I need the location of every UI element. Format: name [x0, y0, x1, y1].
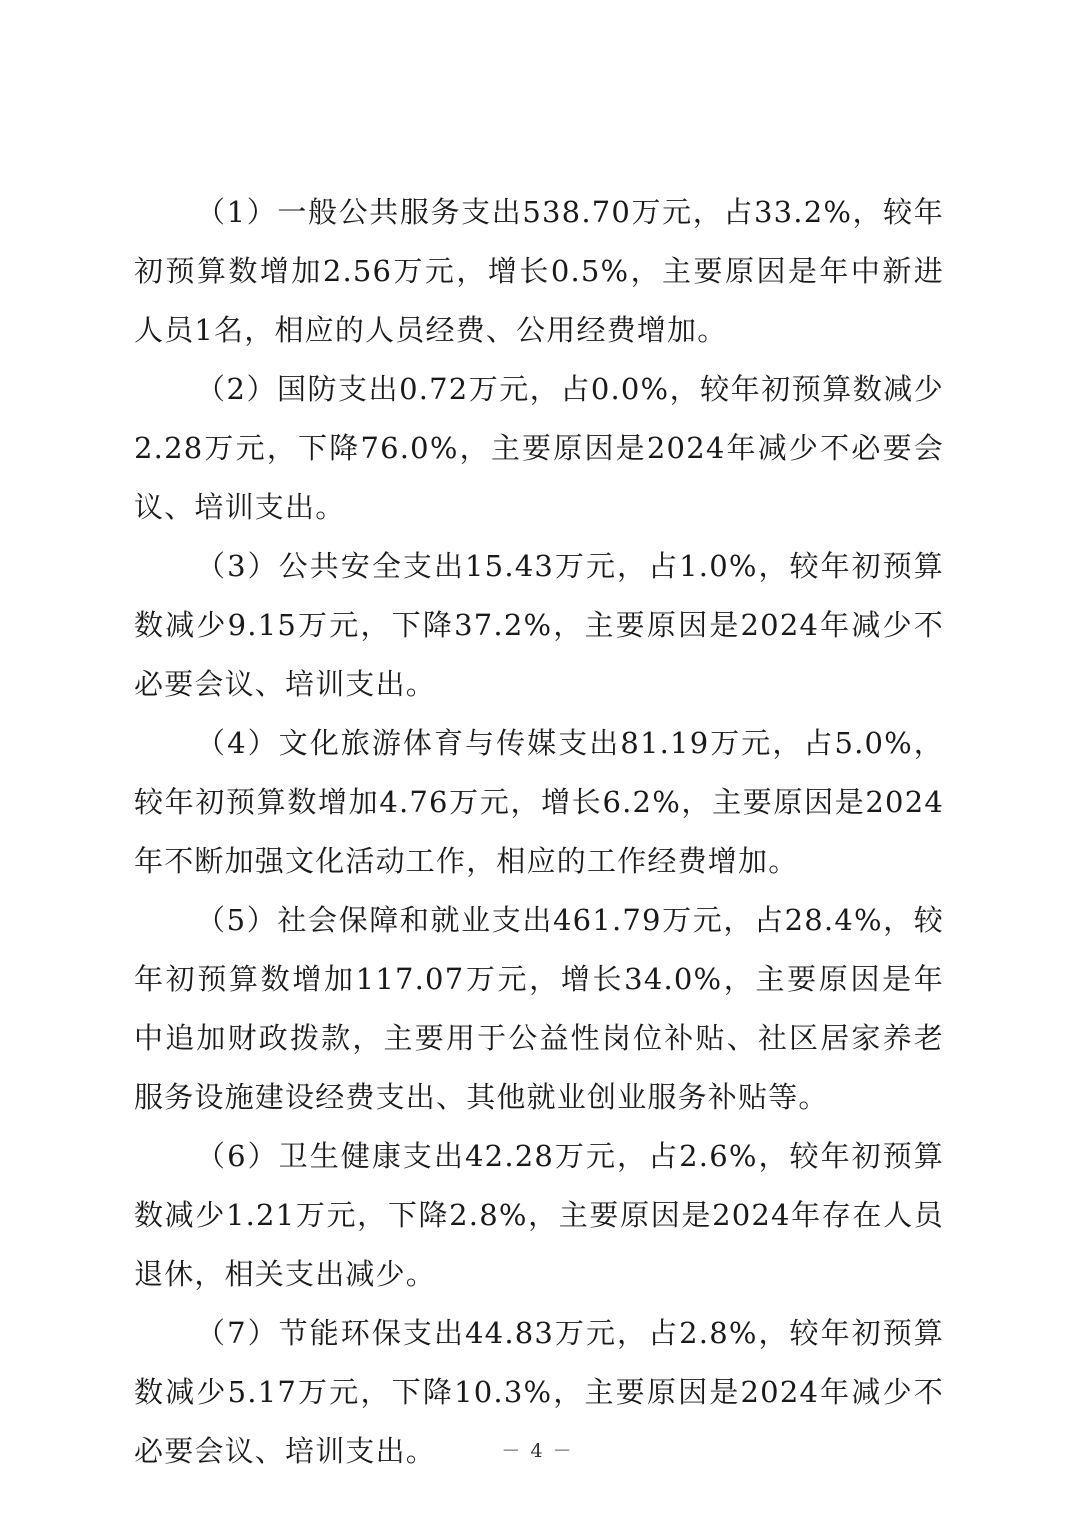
- paragraph-national-defense: （2）国防支出0.72万元，占0.0%，较年初预算数减少2.28万元，下降76.0%，主要原因是2024年减少不必要会议、培训支出。: [134, 372, 944, 524]
- document-body: [134, 183, 944, 1481]
- page-number: － 4 －: [501, 1440, 574, 1462]
- paragraph-social-security-employment: （5）社会保障和就业支出461.79万元，占28.4%，较年初预算数增加117.07万元，增长34.0%，主要原因是年中追加财政拨款，主要用于公益性岗位补贴、社区居家养老服务设施建设经费支出、其他就业创业服务补贴等。: [134, 903, 944, 1114]
- paragraph-culture-tourism-sports-media: （4）文化旅游体育与传媒支出81.19万元，占5.0%，较年初预算数增加4.76万元，增长6.2%，主要原因是2024年不断加强文化活动工作，相应的工作经费增加。: [134, 726, 944, 878]
- paragraph-energy-environment: （7）节能环保支出44.83万元，占2.8%，较年初预算数减少5.17万元，下降10.3%，主要原因是2024年减少不必要会议、培训支出。: [134, 1316, 944, 1468]
- paragraph-general-public-services: （1）一般公共服务支出538.70万元，占33.2%，较年初预算数增加2.56万元，增长0.5%，主要原因是年中新进人员1名，相应的人员经费、公用经费增加。: [134, 195, 944, 347]
- paragraph-public-security: （3）公共安全支出15.43万元，占1.0%，较年初预算数减少9.15万元，下降37.2%，主要原因是2024年减少不必要会议、培训支出。: [134, 549, 944, 701]
- paragraph-health: （6）卫生健康支出42.28万元，占2.6%，较年初预算数减少1.21万元，下降2.8%，主要原因是2024年存在人员退休，相关支出减少。: [134, 1139, 944, 1291]
